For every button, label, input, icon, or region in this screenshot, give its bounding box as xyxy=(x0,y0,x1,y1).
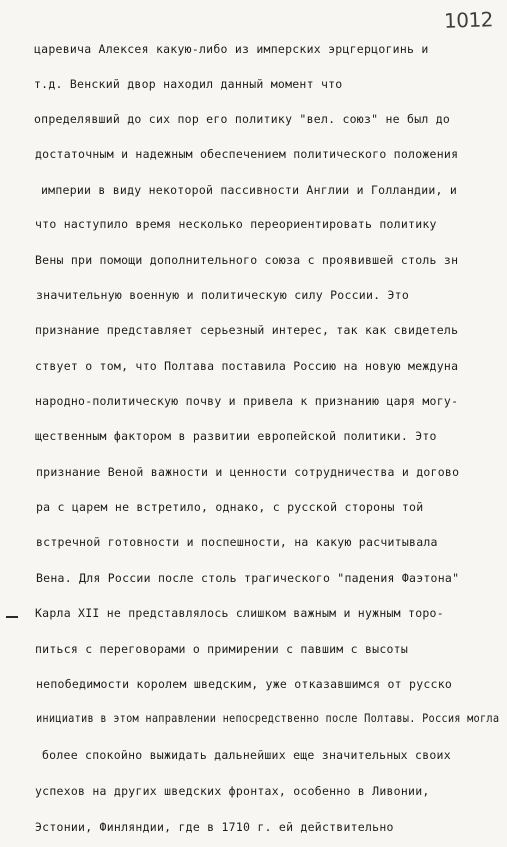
text-line-5: империи в виду некоторой пассивности Англии и Голландии, и xyxy=(41,183,458,197)
text-line-17: Карла XII не представлялось слишком важным и нужным торо- xyxy=(35,606,444,620)
text-line-11: народно-политическую почву и привела к признанию царя могу- xyxy=(35,394,459,408)
text-line-19: непобедимости королем шведским, уже отказавшимся от русско xyxy=(36,677,453,691)
text-line-9: признание представляет серьезный интерес, так как свидетель xyxy=(35,323,459,337)
text-line-15: встречной готовности и поспешности, на какую расчитывала xyxy=(36,535,438,549)
text-line-7: Вены при помощи дополнительного союза с проявившей столь зн xyxy=(35,253,459,267)
text-line-16: Вена. Для России после столь трагического "падения Фаэтона" xyxy=(36,571,460,585)
text-line-8: значительную военную и политическую силу России. Это xyxy=(36,288,410,302)
text-line-1: царевича Алексея какую-либо из имперских эрцгерцогинь и xyxy=(34,42,429,56)
text-line-18: питься с переговорами о примирении с павшим с высоты xyxy=(35,642,409,656)
text-line-23: Эстонии, Финляндии, где в 1710 г. ей действительно xyxy=(35,820,394,834)
text-line-21: более спокойно выжидать дальнейших еще значительных своих xyxy=(42,748,451,762)
text-line-6: что наступило время несколько переориентировать политику xyxy=(35,217,437,231)
page-number: 1012 xyxy=(443,7,494,33)
text-line-22: успехов на других шведских фронтах, особенно в Ливонии, xyxy=(35,784,430,798)
text-line-3: определявший до сих пор его политику "вел. союз" не был до xyxy=(34,112,451,126)
text-line-10: ствует о том, что Полтава поставила Россию на новую междуна xyxy=(35,359,459,373)
text-line-14: ра с царем не встретило, однако, с русской стороны той xyxy=(36,500,424,514)
text-line-4: достаточным и надежным обеспечением политического положения xyxy=(35,147,459,161)
text-line-20: инициатив в этом направлении непосредственно после Полтавы. Россия могла xyxy=(36,711,500,725)
text-line-13: признание Веной важности и ценности сотрудничества и догово xyxy=(36,465,460,479)
text-line-2: т.д. Венский двор находил данный момент что xyxy=(34,77,343,91)
text-line-12: щественным фактором в развитии европейской политики. Это xyxy=(35,429,437,443)
